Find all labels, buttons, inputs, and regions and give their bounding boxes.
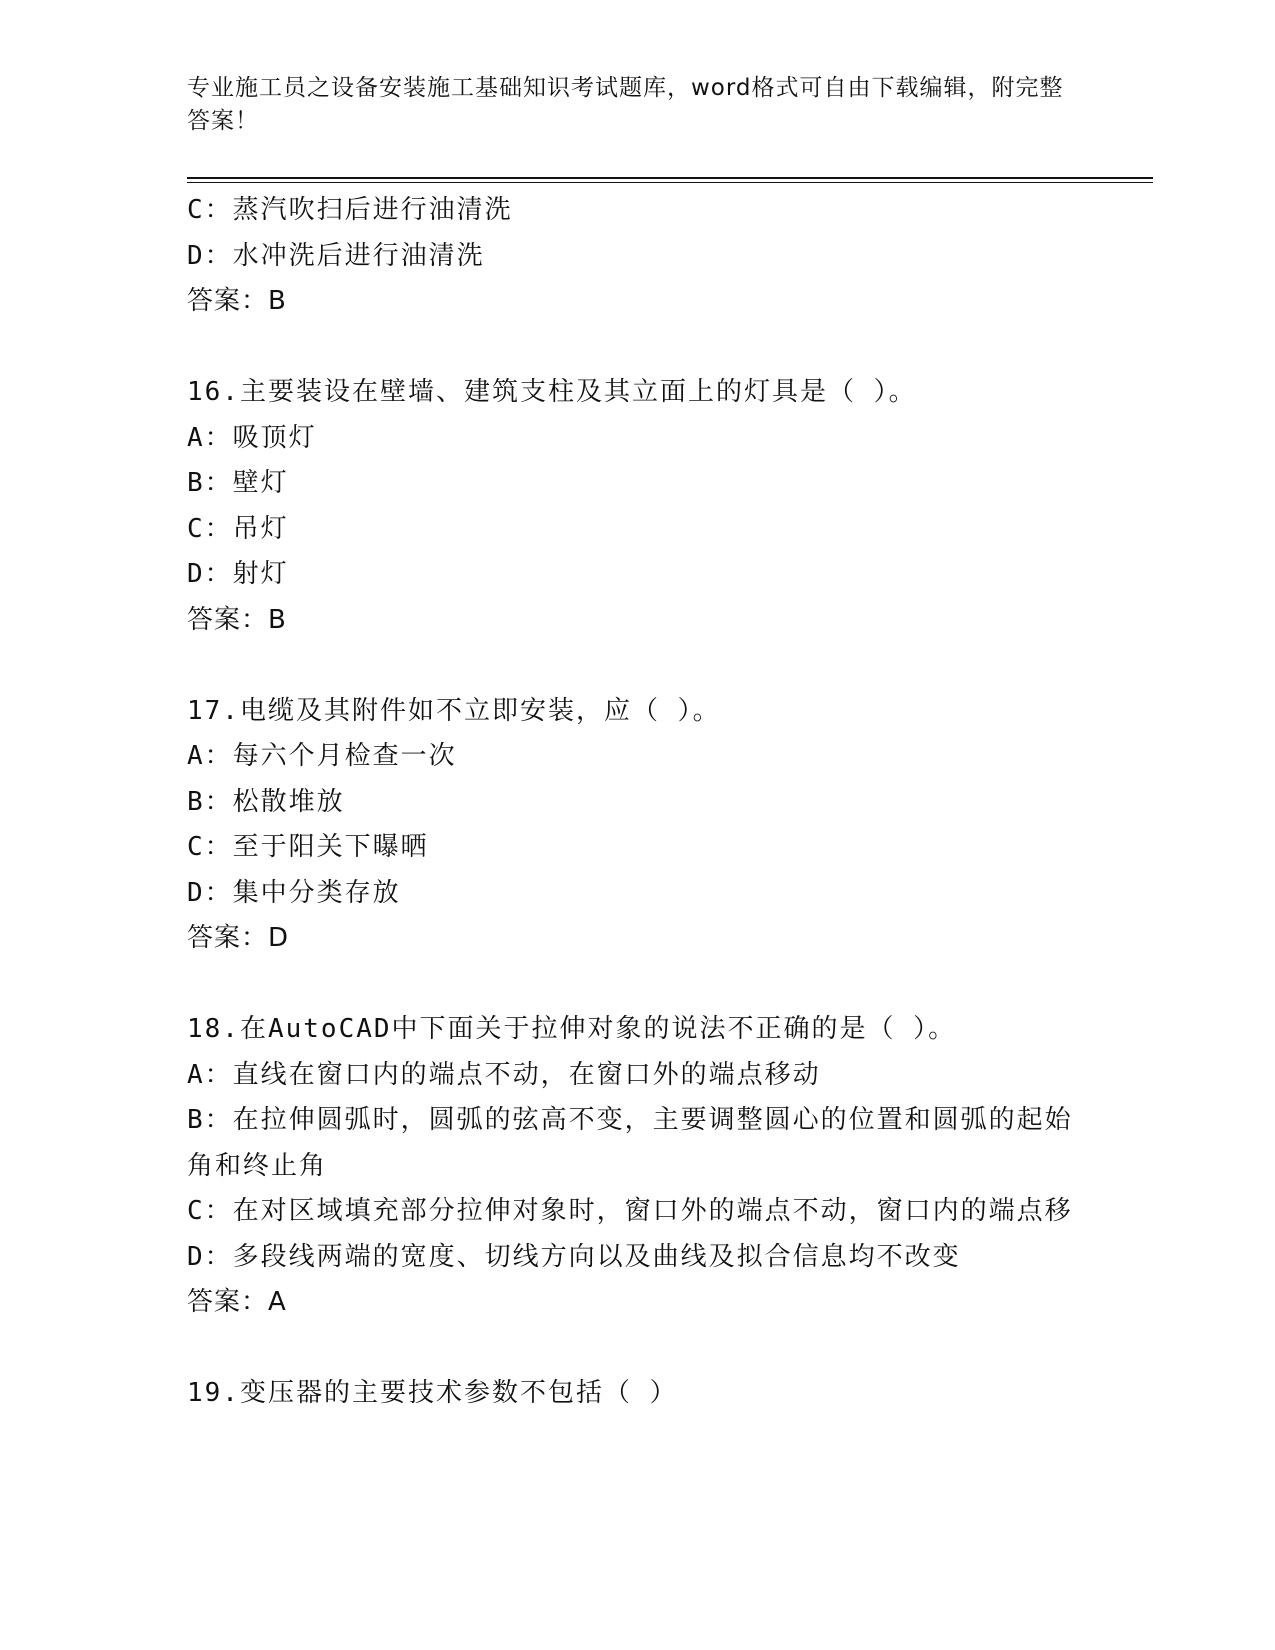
option-c: C：至于阳关下曝晒 [187, 832, 429, 862]
question-list [187, 188, 1087, 1417]
question-stem: 16.主要装设在壁墙、建筑支柱及其立面上的灯具是（ ）。 [187, 377, 917, 407]
question-19 [187, 1371, 1087, 1417]
question-15-continued [187, 188, 1087, 325]
option-a: A：直线在窗口内的端点不动，在窗口外的端点移动 [187, 1059, 821, 1090]
question-stem: 18.在AutoCAD中下面关于拉伸对象的说法不正确的是（ ）。 [187, 1014, 957, 1044]
option-a: A：吸顶灯 [187, 422, 317, 453]
option-d: D：水冲洗后进行油清洗 [187, 240, 485, 271]
answer-line: 答案：D [187, 923, 290, 953]
option-a: A：每六个月检查一次 [187, 741, 457, 771]
option-b: B：松散堆放 [187, 786, 345, 817]
option-d: D：多段线两端的宽度、切线方向以及曲线及拟合信息均不改变 [187, 1241, 961, 1272]
question-17 [187, 689, 1087, 962]
answer-line: 答案：A [187, 1287, 287, 1317]
option-b: B：在拉伸圆弧时，圆弧的弦高不变，主要调整圆心的位置和圆弧的起始角和终止角 [187, 1105, 1073, 1181]
question-16 [187, 370, 1087, 643]
question-stem: 17.电缆及其附件如不立即安装，应（ ）。 [187, 695, 721, 726]
option-c: C：在对区域填充部分拉伸对象时，窗口外的端点不动，窗口内的端点移 [187, 1196, 1073, 1226]
option-d: D：射灯 [187, 559, 289, 589]
header-divider-thick [187, 177, 1153, 179]
option-c: C：吊灯 [187, 513, 289, 544]
question-18 [187, 1007, 1087, 1326]
option-c: C：蒸汽吹扫后进行油清洗 [187, 195, 513, 225]
answer-line: 答案：B [187, 604, 287, 635]
question-stem: 19.变压器的主要技术参数不包括（ ） [187, 1378, 678, 1408]
option-b: B：壁灯 [187, 468, 289, 498]
document-header: 专业施工员之设备安装施工基础知识考试题库，word格式可自由下载编辑，附完整答案！ [187, 75, 1064, 134]
answer-line: 答案：B [187, 286, 287, 316]
header-divider-thin [187, 182, 1153, 183]
option-d: D：集中分类存放 [187, 877, 401, 908]
